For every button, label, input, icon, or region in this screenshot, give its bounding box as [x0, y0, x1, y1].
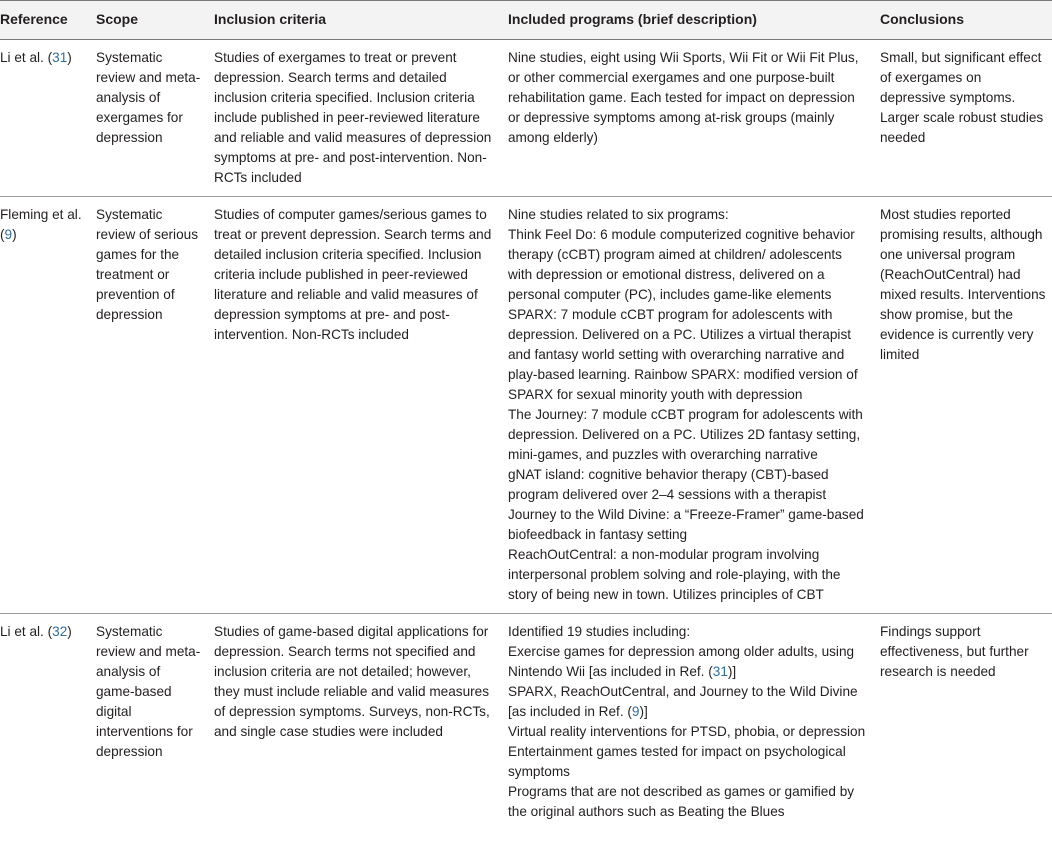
- table-row: [0, 197, 1052, 614]
- header-inclusion-criteria: Inclusion criteria: [208, 1, 502, 40]
- programs-cell: [502, 197, 874, 614]
- conclusions-cell: Most studies reported promising results, although one universal program (ReachOutCentral) had mixed results. Interventions show promise, but the evidence is currently very limited: [874, 197, 1052, 614]
- reference-link[interactable]: 32: [52, 624, 68, 639]
- reference-link[interactable]: 31: [712, 664, 728, 679]
- program-text: )]: [727, 664, 737, 679]
- program-item: The Journey: 7 module cCBT program for adolescents with depression. Delivered on a PC. Utilizes 2D fantasy setting, mini-games, and puzzles with overarching narrative: [508, 407, 863, 462]
- scope-cell: Systematic review and meta-analysis of game-based digital interventions for depression: [96, 624, 201, 759]
- reference-link[interactable]: 9: [4, 227, 13, 242]
- header-row: [0, 1, 1052, 40]
- program-item: Think Feel Do: 6 module computerized cognitive behavior therapy (cCBT) program aimed at children/ adolescents with depression or emotional distress, delivered on a personal computer (PC), includes game-like elements: [508, 227, 855, 302]
- program-item: Nine studies related to six programs:: [508, 207, 729, 222]
- header-included-programs: Included programs (brief description): [502, 1, 874, 40]
- reference-text: Fleming et al. (: [0, 207, 82, 242]
- program-item: Virtual reality interventions for PTSD, phobia, or depression: [508, 724, 866, 739]
- reference-text-close: ): [12, 227, 17, 242]
- criteria-cell: Studies of computer games/serious games to treat or prevent depression. Search terms and detailed inclusion criteria specified. Inclusion criteria include published in peer-reviewed literature and reliable and valid measures of depression symptoms at pre- and post-intervention. Non-RCTs included: [208, 197, 502, 614]
- program-item: [508, 682, 868, 722]
- reference-text-close: ): [67, 50, 72, 65]
- reference-link[interactable]: 9: [631, 704, 640, 719]
- criteria-cell: Studies of exergames to treat or prevent depression. Search terms and detailed inclusion criteria specified. Inclusion criteria include published in peer-reviewed literature and reliable and valid measures of depression symptoms at pre- and post-intervention. Non-RCTs included: [208, 40, 502, 197]
- reference-cell: [0, 197, 90, 614]
- program-item: Identified 19 studies including:: [508, 624, 691, 639]
- program-item: Journey to the Wild Divine: a “Freeze-Framer” game-based biofeedback in fantasy setting: [508, 507, 864, 542]
- reference-cell: [0, 40, 90, 197]
- table-row: [0, 40, 1052, 197]
- conclusions-cell: Findings support effectiveness, but further research is needed: [880, 624, 1029, 679]
- table-row: [0, 614, 1052, 831]
- program-item: ReachOutCentral: a non-modular program involving interpersonal problem solving and role-playing, with the story of being new in town. Utilizes principles of CBT: [508, 547, 841, 602]
- program-item: [508, 642, 868, 682]
- header-reference: Reference: [0, 1, 90, 40]
- reference-link[interactable]: 31: [52, 50, 68, 65]
- header-conclusions: Conclusions: [874, 1, 1052, 40]
- programs-cell: [502, 40, 874, 197]
- reference-cell: [0, 614, 90, 831]
- program-item: Entertainment games tested for impact on psychological symptoms: [508, 744, 846, 779]
- programs-cell: [502, 614, 874, 831]
- reference-text: Li et al. (: [0, 50, 53, 65]
- program-text: )]: [639, 704, 648, 719]
- program-text: Exercise games for depression among older adults, using Nintendo Wii [as included in Ref. (: [508, 644, 855, 679]
- conclusions-cell: Small, but significant effect of exergames on depressive symptoms. Larger scale robust studies needed: [874, 40, 1052, 197]
- scope-cell: Systematic review and meta-analysis of exergames for depression: [90, 40, 208, 197]
- program-item: Programs that are not described as games or gamified by the original authors such as Beating the Blues: [508, 784, 855, 819]
- program-item: SPARX: 7 module cCBT program for adolescents with depression. Delivered on a PC. Utilizes a virtual therapist and fantasy world setting with overarching narrative and play-based learning. Rainbow SPARX: modified version of SPARX for sexual minority youth with depression: [508, 307, 858, 402]
- program-item: Nine studies, eight using Wii Sports, Wii Fit or Wii Fit Plus, or other commercial exergames and one purpose-built rehabilitation game. Each tested for impact on depression or depressive symptoms among at-risk groups (mainly among elderly): [508, 50, 859, 145]
- reference-text-close: ): [67, 624, 72, 639]
- program-item: gNAT island: cognitive behavior therapy (CBT)-based program delivered over 2–4 sessions with a therapist: [508, 467, 829, 502]
- reference-text: Li et al. (: [0, 624, 53, 639]
- scope-cell: Systematic review of serious games for the treatment or prevention of depression: [90, 197, 208, 614]
- program-text: SPARX, ReachOutCentral, and Journey to the Wild Divine [as included in Ref. (: [508, 684, 858, 719]
- header-scope: Scope: [90, 1, 208, 40]
- criteria-cell: Studies of game-based digital applications for depression. Search terms not specified and inclusion criteria are not detailed; however, they must include reliable and valid measures of depression symptoms. Surveys, non-RCTs, and single case studies were included: [214, 624, 490, 739]
